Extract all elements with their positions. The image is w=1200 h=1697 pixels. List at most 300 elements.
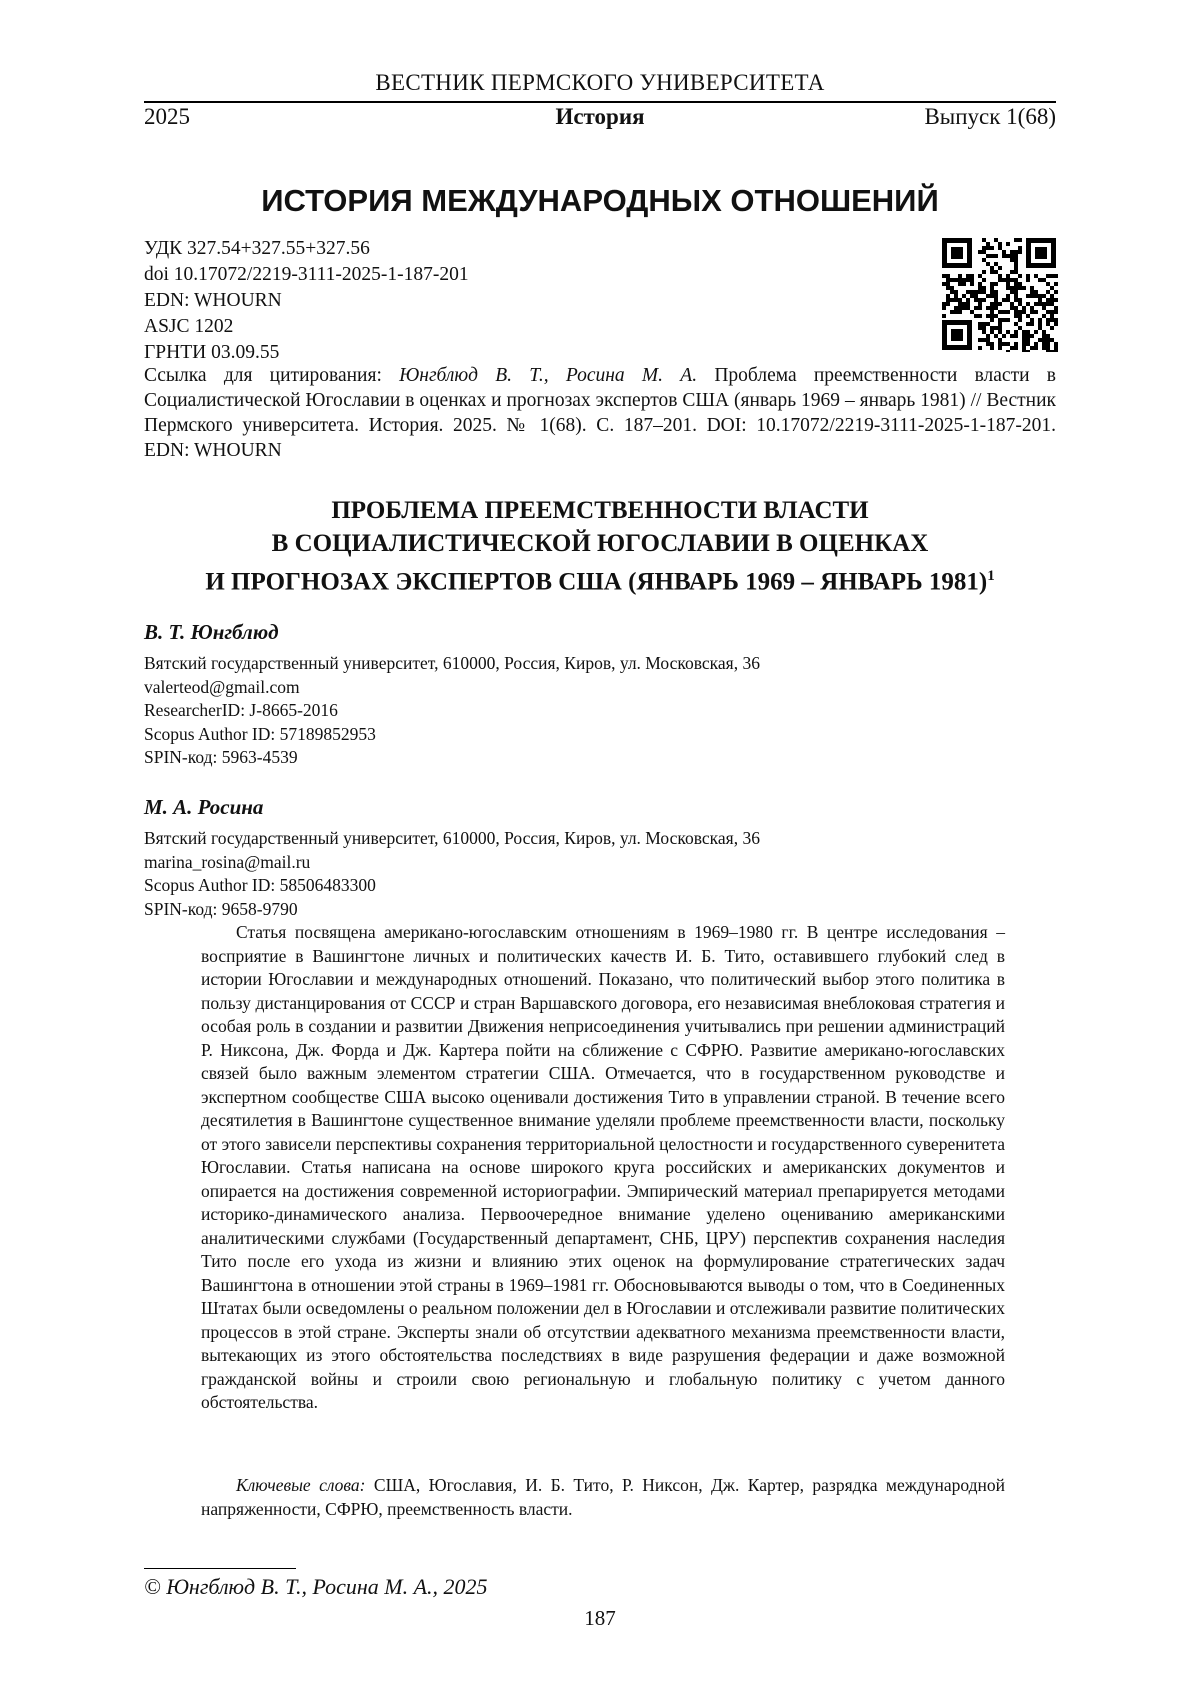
qr-module <box>990 286 994 290</box>
qr-module <box>1018 250 1022 254</box>
edn-code: EDN: WHOURN <box>144 288 469 314</box>
qr-module <box>990 302 994 306</box>
qr-module <box>1026 322 1030 326</box>
qr-module <box>998 318 1002 322</box>
qr-module <box>1002 278 1006 282</box>
qr-module <box>1046 298 1050 302</box>
qr-module <box>1002 318 1006 322</box>
qr-module <box>974 298 978 302</box>
qr-module <box>1050 338 1054 342</box>
qr-module <box>982 250 986 254</box>
qr-module <box>1050 318 1054 322</box>
copyright-notice: © Юнгблюд В. Т., Росина М. А., 2025 <box>144 1574 488 1600</box>
qr-module <box>982 326 986 330</box>
qr-module <box>1014 346 1018 350</box>
qr-module <box>978 298 982 302</box>
qr-module <box>1018 310 1022 314</box>
qr-module <box>1038 294 1042 298</box>
qr-module <box>970 310 974 314</box>
qr-module <box>990 294 994 298</box>
qr-module <box>1054 318 1058 322</box>
qr-module <box>982 246 986 250</box>
article-page <box>0 0 1200 1697</box>
qr-module <box>1026 278 1030 282</box>
article-title <box>0 494 1200 598</box>
qr-module <box>1006 282 1010 286</box>
qr-module <box>1026 314 1030 318</box>
qr-module <box>1038 326 1042 330</box>
qr-module <box>1010 286 1014 290</box>
qr-module <box>950 286 954 290</box>
qr-module <box>998 330 1002 334</box>
qr-module <box>1014 238 1018 242</box>
qr-module <box>1018 246 1022 250</box>
qr-module <box>1030 286 1034 290</box>
qr-module <box>994 270 998 274</box>
qr-module <box>1022 286 1026 290</box>
qr-module <box>962 302 966 306</box>
qr-module <box>1002 310 1006 314</box>
qr-module <box>994 262 998 266</box>
qr-module <box>1014 254 1018 258</box>
qr-module <box>962 278 966 282</box>
qr-module <box>966 278 970 282</box>
qr-module <box>1010 346 1014 350</box>
author-email[interactable]: marina_rosina@mail.ru <box>144 851 1056 875</box>
qr-module <box>1054 274 1058 278</box>
qr-module <box>946 294 950 298</box>
qr-module <box>1034 302 1038 306</box>
udk-code: УДК 327.54+327.55+327.56 <box>144 236 469 262</box>
qr-module <box>1034 330 1038 334</box>
qr-module <box>1014 310 1018 314</box>
qr-module <box>1006 318 1010 322</box>
qr-module <box>1042 302 1046 306</box>
qr-module <box>1014 334 1018 338</box>
qr-module <box>982 298 986 302</box>
rubric-title: ИСТОРИЯ МЕЖДУНАРОДНЫХ ОТНОШЕНИЙ <box>0 183 1200 219</box>
qr-module <box>1026 274 1030 278</box>
qr-module <box>994 334 998 338</box>
qr-module <box>1006 350 1010 352</box>
qr-module <box>1026 294 1030 298</box>
qr-module <box>1054 322 1058 326</box>
qr-module <box>994 282 998 286</box>
header-section: История <box>144 104 1056 130</box>
qr-module <box>1014 266 1018 270</box>
qr-module <box>1046 342 1050 346</box>
qr-module <box>990 282 994 286</box>
qr-module <box>1018 282 1022 286</box>
qr-module <box>990 246 994 250</box>
qr-module <box>1042 294 1046 298</box>
qr-module <box>1014 278 1018 282</box>
qr-module <box>946 298 950 302</box>
running-header <box>144 104 1056 134</box>
qr-module <box>1050 274 1054 278</box>
qr-module <box>1018 326 1022 330</box>
qr-module <box>1030 322 1034 326</box>
qr-module <box>1046 274 1050 278</box>
qr-module <box>1026 338 1030 342</box>
qr-module <box>942 282 946 286</box>
journal-name: ВЕСТНИК ПЕРМСКОГО УНИВЕРСИТЕТА <box>0 70 1200 96</box>
qr-module <box>982 330 986 334</box>
title-line: И ПРОГНОЗАХ ЭКСПЕРТОВ США (ЯНВАРЬ 1969 – ЯНВАРЬ 1981) <box>205 568 987 595</box>
qr-module <box>1022 310 1026 314</box>
qr-module <box>998 346 1002 350</box>
qr-module <box>1014 286 1018 290</box>
qr-module <box>1014 322 1018 326</box>
qr-module <box>1042 278 1046 282</box>
qr-module <box>1026 302 1030 306</box>
citation-authors: Юнгблюд В. Т., Росина М. А. <box>399 365 697 386</box>
qr-module <box>1026 330 1030 334</box>
qr-module <box>1018 314 1022 318</box>
qr-module <box>1006 294 1010 298</box>
article-metadata <box>144 236 469 366</box>
qr-module <box>1006 310 1010 314</box>
qr-module <box>994 326 998 330</box>
qr-module <box>954 290 958 294</box>
qr-module <box>998 342 1002 346</box>
qr-module <box>1038 302 1042 306</box>
qr-module <box>1042 330 1046 334</box>
qr-module <box>1030 318 1034 322</box>
qr-module <box>1054 306 1058 310</box>
qr-module <box>1054 290 1058 294</box>
qr-module <box>946 302 950 306</box>
qr-module <box>986 314 990 318</box>
qr-module <box>1010 306 1014 310</box>
qr-module <box>1034 290 1038 294</box>
title-line: В СОЦИАЛИСТИЧЕСКОЙ ЮГОСЛАВИИ В ОЦЕНКАХ <box>0 527 1200 560</box>
qr-module <box>954 306 958 310</box>
qr-module <box>1022 342 1026 346</box>
qr-module <box>986 338 990 342</box>
author-affiliation: Вятский государственный университет, 610000, Россия, Киров, ул. Московская, 36 <box>144 827 1056 851</box>
qr-module <box>990 254 994 258</box>
qr-module <box>986 262 990 266</box>
qr-module <box>998 266 1002 270</box>
qr-module <box>1010 278 1014 282</box>
author-block-1 <box>144 618 1056 770</box>
qr-module <box>1018 298 1022 302</box>
qr-module <box>1034 310 1038 314</box>
qr-module <box>990 314 994 318</box>
qr-module <box>1014 262 1018 266</box>
qr-module <box>998 278 1002 282</box>
qr-module <box>1050 286 1054 290</box>
grnti-code: ГРНТИ 03.09.55 <box>144 340 469 366</box>
qr-module <box>1054 310 1058 314</box>
qr-module <box>1010 270 1014 274</box>
qr-module <box>982 338 986 342</box>
qr-module <box>998 246 1002 250</box>
qr-module <box>1018 318 1022 322</box>
qr-module <box>1006 274 1010 278</box>
qr-module <box>978 274 982 278</box>
qr-module <box>1038 318 1042 322</box>
qr-module <box>998 338 1002 342</box>
qr-module <box>1022 338 1026 342</box>
keywords <box>201 1474 1005 1521</box>
author-spin: SPIN-код: 5963-4539 <box>144 746 1056 770</box>
qr-module <box>958 278 962 282</box>
citation-text: Проблема преемственности власти в Социалистической Югославии в оценках и прогнозах экспертов США (январь 1969 – январь 1981) // Вестник Пермского университета. История. 2025. № 1(68). С. 187–201. DOI: 10.17072/2219-3111-2025-1-187-201. EDN: WHOURN <box>144 365 1056 461</box>
keywords-label: Ключевые слова: <box>236 1475 366 1495</box>
qr-module <box>962 294 966 298</box>
qr-module <box>1050 310 1054 314</box>
qr-module <box>970 290 974 294</box>
qr-module <box>1050 314 1054 318</box>
qr-module <box>994 254 998 258</box>
qr-module <box>978 282 982 286</box>
qr-module <box>1018 274 1022 278</box>
qr-module <box>990 346 994 350</box>
qr-module <box>1014 342 1018 346</box>
qr-module <box>990 306 994 310</box>
qr-module <box>1050 326 1054 330</box>
qr-module <box>1038 298 1042 302</box>
qr-module <box>1046 334 1050 338</box>
qr-module <box>986 334 990 338</box>
qr-module <box>986 342 990 346</box>
qr-module <box>1038 278 1042 282</box>
qr-module <box>1026 342 1030 346</box>
qr-module <box>1030 290 1034 294</box>
qr-module <box>1030 334 1034 338</box>
qr-module <box>990 310 994 314</box>
qr-module <box>982 290 986 294</box>
qr-module <box>1030 306 1034 310</box>
qr-module <box>1046 318 1050 322</box>
qr-module <box>1018 302 1022 306</box>
qr-module <box>954 278 958 282</box>
qr-module <box>1014 250 1018 254</box>
qr-module <box>1002 342 1006 346</box>
qr-module <box>1042 338 1046 342</box>
qr-module <box>1042 342 1046 346</box>
qr-module <box>998 302 1002 306</box>
qr-module <box>1050 298 1054 302</box>
qr-module <box>982 286 986 290</box>
qr-module <box>1006 254 1010 258</box>
qr-module <box>1014 314 1018 318</box>
qr-module <box>998 274 1002 278</box>
qr-module <box>1002 254 1006 258</box>
qr-module <box>1014 290 1018 294</box>
header-year: 2025 <box>144 104 190 130</box>
qr-module <box>970 278 974 282</box>
author-name: В. Т. Юнгблюд <box>144 618 1056 646</box>
qr-module <box>998 242 1002 246</box>
qr-module <box>990 342 994 346</box>
qr-module <box>974 294 978 298</box>
qr-module <box>1054 346 1058 350</box>
header-issue: Выпуск 1(68) <box>924 104 1056 130</box>
qr-module <box>942 274 946 278</box>
qr-module <box>986 242 990 246</box>
header-rule <box>144 101 1056 103</box>
qr-module <box>978 306 982 310</box>
qr-module <box>1014 298 1018 302</box>
qr-module <box>1042 334 1046 338</box>
qr-module <box>1010 302 1014 306</box>
qr-module <box>1006 242 1010 246</box>
qr-module <box>958 298 962 302</box>
qr-module <box>1002 334 1006 338</box>
qr-module <box>1050 302 1054 306</box>
abstract: Статья посвящена американо-югославским отношениям в 1969–1980 гг. В центре исследования – восприятие в Вашингтоне личных и политических качеств И. Б. Тито, оставившего глубокий след в истории Югославии и международных отношений. Показано, что политический выбор этого политика в пользу дистанцирования от СССР и стран Варшавского договора, его независимая внеблоковая стратегия и особая роль в создании и развитии Движения неприсоединения учитывались при решении администраций Р. Никсона, Дж. Форда и Дж. Картера пойти на сближение с СФРЮ. Развитие американо-югославских связей было важным элементом стратегии США. Отмечается, что в государственном руководстве и экспертном сообществе США высоко оценивали достижения Тито в управлении страной. В течение всего десятилетия в Вашингтоне существенное внимание уделяли проблеме преемственности власти, поскольку от этого зависели перспективы сохранения территориальной целостности и государственного суверенитета Югославии. Статья написана на основе широкого круга российских и американских документов и опирается на достижения современной историографии. Эмпирический материал препарируется методами историко-динамического анализа. Первоочередное внимание уделено оцениванию американскими аналитическими службами (Государственный департамент, СНБ, ЦРУ) перспектив сохранения наследия Тито после его ухода из жизни и влиянию этих оценок на формулирование стратегических задач Вашингтона в отношении этой страны в 1969–1981 гг. Обосновываются выводы о том, что в Соединенных Штатах были осведомлены о реальном положении дел в Югославии и отслеживали развитие политических процессов в этой стране. Эксперты знали об отсутствии адекватного механизма преемственности власти, вытекающих из этого обстоятельства последствиях в виде разрушения федерации и даже возможной гражданской войны и строили свою региональную и глобальную политику с учетом данного обстоятельства. <box>201 921 1005 1415</box>
qr-module <box>1026 334 1030 338</box>
qr-code-icon[interactable] <box>940 236 1058 352</box>
qr-module <box>942 314 946 318</box>
qr-module <box>970 294 974 298</box>
qr-module <box>982 270 986 274</box>
qr-module <box>1002 298 1006 302</box>
qr-module <box>974 314 978 318</box>
qr-module <box>1018 286 1022 290</box>
qr-module <box>1022 350 1026 352</box>
qr-module <box>978 346 982 350</box>
qr-module <box>966 298 970 302</box>
qr-module <box>1034 346 1038 350</box>
qr-module <box>1022 346 1026 350</box>
qr-module <box>1050 350 1054 352</box>
page-number: 187 <box>0 1606 1200 1631</box>
author-researcher-id: ResearcherID: J-8665-2016 <box>144 699 1056 723</box>
qr-module <box>1042 306 1046 310</box>
qr-module <box>998 326 1002 330</box>
author-email[interactable]: valerteod@gmail.com <box>144 676 1056 700</box>
qr-module <box>1022 334 1026 338</box>
qr-module <box>1046 310 1050 314</box>
qr-module <box>982 258 986 262</box>
qr-module <box>950 298 954 302</box>
title-line: ПРОБЛЕМА ПРЕЕМСТВЕННОСТИ ВЛАСТИ <box>0 494 1200 527</box>
qr-module <box>970 274 974 278</box>
qr-module <box>986 246 990 250</box>
author-block-2 <box>144 793 1056 921</box>
qr-module <box>990 266 994 270</box>
qr-module <box>950 278 954 282</box>
qr-module <box>990 326 994 330</box>
qr-module <box>994 294 998 298</box>
qr-module <box>1046 350 1050 352</box>
qr-module <box>974 290 978 294</box>
qr-module <box>966 302 970 306</box>
qr-module <box>1046 302 1050 306</box>
qr-module <box>978 326 982 330</box>
qr-module <box>974 306 978 310</box>
qr-module <box>1010 258 1014 262</box>
qr-module <box>1046 322 1050 326</box>
qr-module <box>1034 342 1038 346</box>
qr-module <box>1030 294 1034 298</box>
qr-module <box>946 278 950 282</box>
qr-module <box>966 306 970 310</box>
qr-module <box>1018 238 1022 242</box>
qr-module <box>1046 346 1050 350</box>
qr-module <box>1030 346 1034 350</box>
author-spin: SPIN-код: 9658-9790 <box>144 898 1056 922</box>
qr-module <box>946 274 950 278</box>
qr-module <box>1038 322 1042 326</box>
qr-module <box>1014 330 1018 334</box>
doi-code[interactable]: doi 10.17072/2219-3111-2025-1-187-201 <box>144 262 469 288</box>
qr-module <box>1054 298 1058 302</box>
qr-module <box>994 298 998 302</box>
qr-module <box>978 322 982 326</box>
qr-module <box>970 282 974 286</box>
author-scopus-id: Scopus Author ID: 57189852953 <box>144 723 1056 747</box>
citation-label: Ссылка для цитирования: <box>144 365 382 386</box>
footnote-mark[interactable]: 1 <box>987 568 995 584</box>
qr-module <box>994 302 998 306</box>
qr-module <box>954 310 958 314</box>
qr-module <box>1034 294 1038 298</box>
qr-module <box>1022 330 1026 334</box>
author-affiliation: Вятский государственный университет, 610000, Россия, Киров, ул. Московская, 36 <box>144 652 1056 676</box>
qr-module <box>954 298 958 302</box>
qr-module <box>1014 270 1018 274</box>
citation-block <box>144 363 1056 463</box>
qr-module <box>994 238 998 242</box>
qr-module <box>1006 286 1010 290</box>
qr-module <box>986 294 990 298</box>
qr-module <box>1038 338 1042 342</box>
qr-module <box>978 338 982 342</box>
qr-module <box>1054 282 1058 286</box>
qr-module <box>966 290 970 294</box>
qr-module <box>1006 342 1010 346</box>
qr-module <box>1006 330 1010 334</box>
qr-module <box>946 282 950 286</box>
qr-module <box>1042 314 1046 318</box>
qr-module <box>954 294 958 298</box>
footnote-rule <box>144 1568 296 1569</box>
qr-module <box>998 322 1002 326</box>
qr-module <box>986 322 990 326</box>
qr-module <box>1010 334 1014 338</box>
qr-module <box>958 274 962 278</box>
qr-module <box>978 314 982 318</box>
qr-module <box>1026 350 1030 352</box>
qr-module <box>998 310 1002 314</box>
qr-module <box>950 310 954 314</box>
qr-module <box>1054 350 1058 352</box>
qr-module <box>978 250 982 254</box>
qr-module <box>1054 342 1058 346</box>
qr-module <box>978 290 982 294</box>
qr-module <box>990 318 994 322</box>
qr-module <box>1006 278 1010 282</box>
qr-module <box>1010 254 1014 258</box>
qr-module <box>990 330 994 334</box>
qr-module <box>958 306 962 310</box>
qr-module <box>1014 282 1018 286</box>
qr-module <box>1010 290 1014 294</box>
qr-module <box>942 302 946 306</box>
qr-module <box>982 278 986 282</box>
qr-module <box>986 254 990 258</box>
qr-module <box>994 314 998 318</box>
qr-module <box>982 322 986 326</box>
qr-module <box>962 282 966 286</box>
qr-module <box>1046 338 1050 342</box>
qr-module <box>1046 282 1050 286</box>
